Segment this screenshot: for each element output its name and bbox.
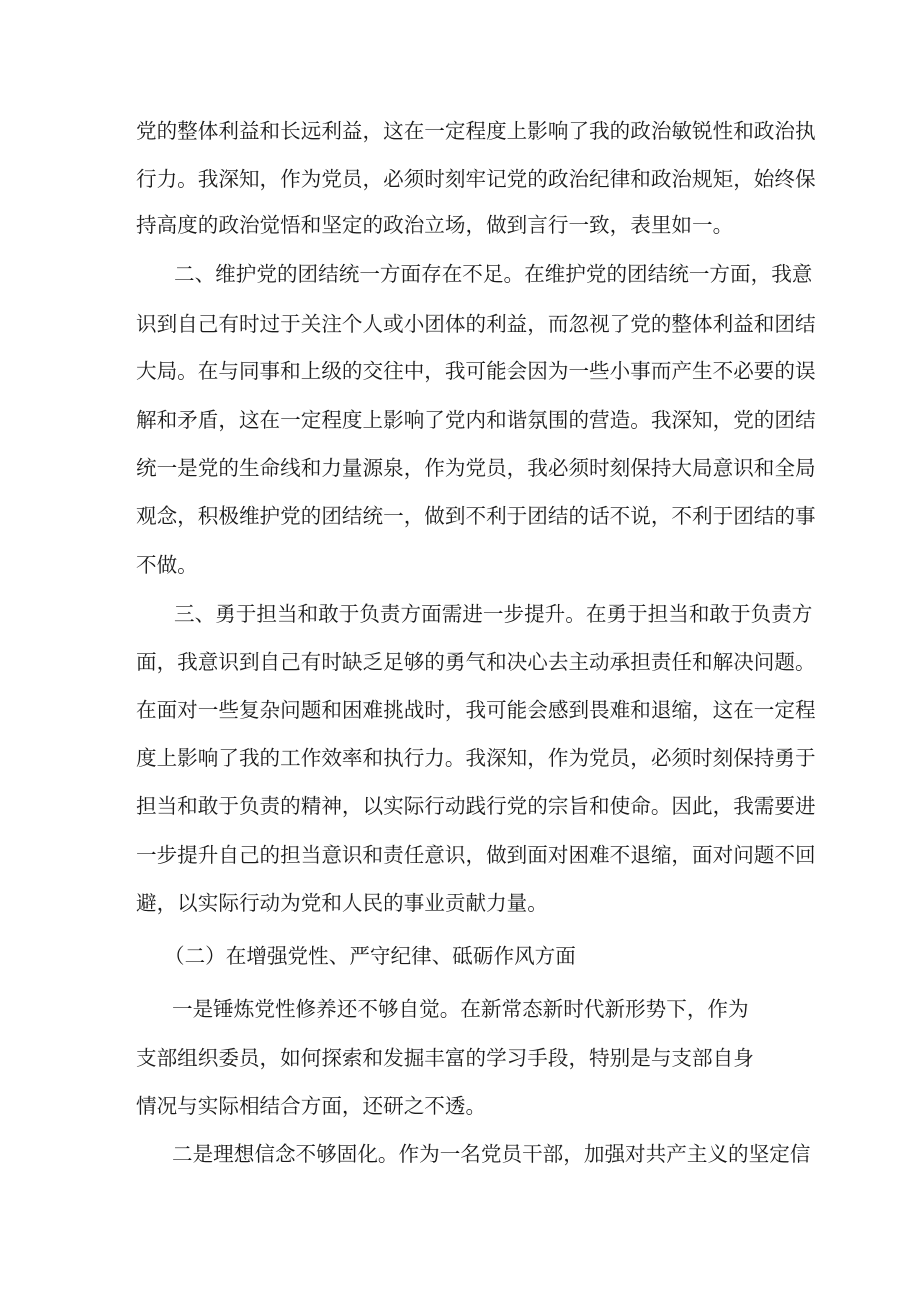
text-line-16: 一步提升自己的担当意识和责任意识，做到面对困难不退缩，面对问题不回: [136, 843, 816, 867]
text-line-7: 解和矛盾，这在一定程度上影响了党内和谐氛围的营造。我深知，党的团结: [136, 408, 816, 432]
text-line-10: 不做。: [136, 553, 198, 577]
text-line-8: 统一是党的生命线和力量源泉，作为党员，我必须时刻保持大局意识和全局: [136, 456, 816, 480]
text-line-4: 二、维护党的团结统一方面存在不足。在维护党的团结统一方面，我意: [174, 262, 813, 286]
text-line-12: 面，我意识到自己有时缺乏足够的勇气和决心去主动承担责任和解决问题。: [136, 650, 816, 674]
text-line-1: 党的整体利益和长远利益，这在一定程度上影响了我的政治敏锐性和政治执: [136, 119, 816, 143]
text-line-14: 度上影响了我的工作效率和执行力。我深知，作为党员，必须时刻保持勇于: [136, 746, 816, 770]
text-line-9: 观念，积极维护党的团结统一，做到不利于团结的话不说，不利于团结的事: [136, 504, 816, 528]
text-line-6: 大局。在与同事和上级的交往中，我可能会因为一些小事而产生不必要的误: [136, 359, 816, 383]
text-line-21: 情况与实际相结合方面，还研之不透。: [136, 1094, 487, 1118]
text-line-20: 支部组织委员，如何探索和发掘丰富的学习手段，特别是与支部自身: [136, 1046, 754, 1070]
text-line-11: 三、勇于担当和敢于负责方面需进一步提升。在勇于担当和敢于负责方: [174, 602, 813, 626]
text-line-19: 一是锤炼党性修养还不够自觉。在新常态新时代新形势下，作为: [172, 997, 749, 1021]
text-line-22: 二是理想信念不够固化。作为一名党员干部，加强对共产主义的坚定信: [172, 1142, 811, 1166]
text-line-13: 在面对一些复杂问题和困难挑战时，我可能会感到畏难和退缩，这在一定程: [136, 698, 816, 722]
text-line-2: 行力。我深知，作为党员，必须时刻牢记党的政治纪律和政治规矩，始终保: [136, 167, 816, 191]
text-line-3: 持高度的政治觉悟和坚定的政治立场，做到言行一致，表里如一。: [136, 213, 734, 237]
section-heading: （二）在增强党性、严守纪律、砥砺作风方面: [164, 944, 576, 968]
text-line-5: 识到自己有时过于关注个人或小团体的利益，而忽视了党的整体利益和团结: [136, 312, 816, 336]
text-line-15: 担当和敢于负责的精神，以实际行动践行党的宗旨和使命。因此，我需要进: [136, 794, 816, 818]
text-line-17: 避，以实际行动为党和人民的事业贡献力量。: [136, 891, 548, 915]
